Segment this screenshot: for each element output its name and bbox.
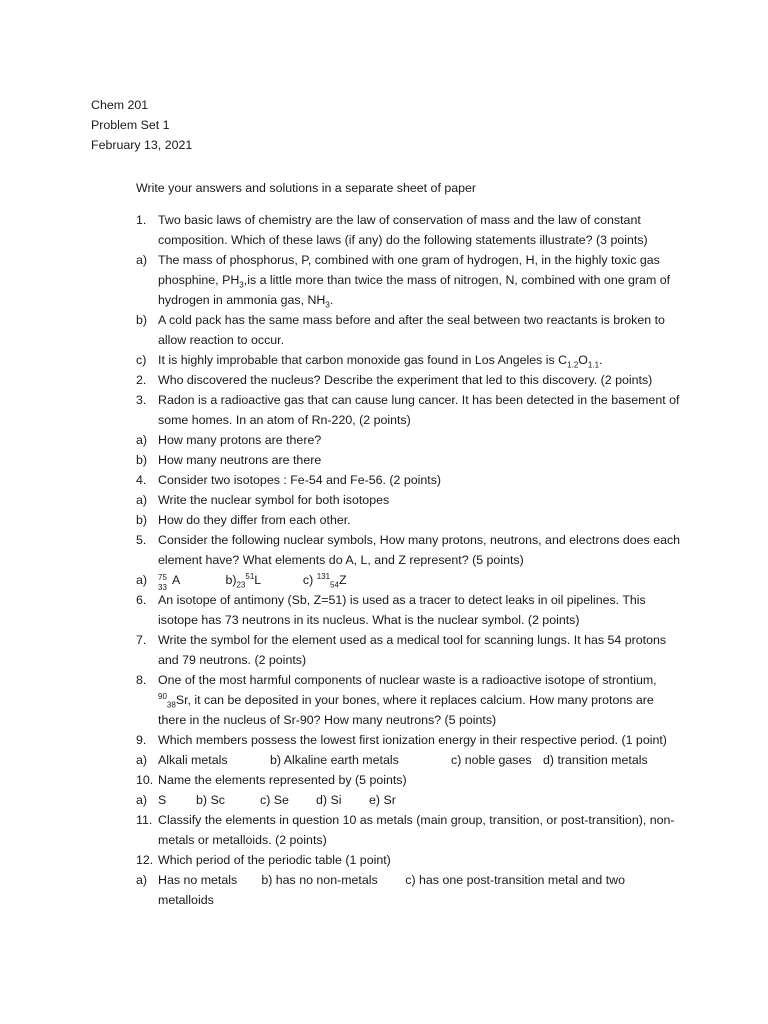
question-9-options — [136, 750, 681, 770]
question-4-part-b — [136, 510, 681, 530]
part-marker: a) — [136, 753, 148, 767]
question-number: 7. — [136, 633, 147, 647]
instructions: Write your answers and solutions in a separate sheet of paper — [136, 181, 477, 195]
question-10 — [136, 770, 681, 790]
question-number: 11. — [136, 813, 153, 827]
question-text: Which period of the periodic table (1 point) — [158, 853, 391, 867]
option-a: Alkali metals — [158, 753, 228, 767]
option-c: c) Se — [260, 793, 289, 807]
question-9 — [136, 730, 681, 750]
question-12-options — [136, 870, 681, 910]
part-text: A cold pack has the same mass before and after the seal between two reactants is broken to allow reaction to occur. — [158, 313, 665, 347]
question-text: Radon is a radioactive gas that can cause lung cancer. It has been detected in the basement of some homes. In an atom of Rn-220, (2 points) — [158, 393, 680, 427]
option-d: d) Si — [316, 793, 342, 807]
question-text: One of the most harmful components of nuclear waste is a radioactive isotope of strontium, $^{90}_{38}$Sr, it can be deposited in your bones, where it replaces calcium. How many protons are there in the nucleus of Sr-90? How many neutrons? (5 points) — [158, 673, 657, 727]
question-3-part-a — [136, 430, 681, 450]
part-marker: c) — [136, 353, 147, 367]
nuclear-symbols — [158, 570, 681, 590]
part-marker: a) — [136, 873, 148, 887]
question-11 — [136, 810, 681, 850]
question-number: 1. — [136, 213, 147, 227]
part-marker: b) — [136, 513, 148, 527]
question-list — [136, 210, 681, 910]
question-text: Name the elements represented by (5 points) — [158, 773, 407, 787]
part-text: How many protons are there? — [158, 433, 322, 447]
question-number: 2. — [136, 373, 147, 387]
question-4 — [136, 470, 681, 490]
question-5 — [136, 530, 681, 570]
question-text: Who discovered the nucleus? Describe the experiment that led to this discovery. (2 points) — [158, 373, 653, 387]
part-text: The mass of phosphorus, P, combined with one gram of hydrogen, H, in the highly toxic gas phosphine, $PH_3,is$ a little more than twice the mass of nitrogen, N, combined with one gram of hydrogen in ammonia gas, $NH_3$. — [158, 253, 671, 310]
part-text: How many neutrons are there — [158, 453, 322, 467]
question-number: 9. — [136, 733, 147, 747]
question-2 — [136, 370, 681, 390]
question-text: Which members possess the lowest first ionization energy in their respective period. (1 point) — [158, 733, 667, 747]
part-text: How do they differ from each other. — [158, 513, 351, 527]
question-number: 8. — [136, 673, 147, 687]
option-b: b) has no non-metals — [261, 873, 378, 887]
option-d: d) transition metals — [543, 753, 648, 767]
part-marker: b) — [136, 453, 148, 467]
option-a: S — [158, 793, 167, 807]
document-date: February 13, 2021 — [91, 138, 193, 152]
part-marker: a) — [136, 573, 148, 587]
nuclear-symbol-b: $b)_{23}^{51}L$ — [225, 571, 262, 590]
question-text: Write the symbol for the element used as a medical tool for scanning lungs. It has 54 protons and 79 neutrons. (2 points) — [158, 633, 667, 667]
part-marker: a) — [136, 433, 148, 447]
question-5-options — [136, 570, 681, 590]
question-text: Consider two isotopes : Fe-54 and Fe-56. (2 points) — [158, 473, 442, 487]
option-e: e) Sr — [369, 793, 396, 807]
nuclear-symbol-a: 75 33 A — [158, 573, 181, 592]
part-marker: a) — [136, 493, 148, 507]
question-3 — [136, 390, 681, 430]
question-text: An isotope of antimony (Sb, Z=51) is used as a tracer to detect leaks in oil pipelines. This isotope has 73 neutrons in its nucleus. What is the nuclear symbol. (2 points) — [158, 593, 646, 627]
part-text: It is highly improbable that carbon monoxide gas found in Los Angeles is $C_{1.2}O_{1.1}$. — [158, 353, 603, 370]
question-1-part-c — [136, 350, 681, 370]
document-header — [91, 95, 192, 155]
course-title: Chem 201 — [91, 98, 149, 112]
question-number: 3. — [136, 393, 147, 407]
part-marker: a) — [136, 793, 148, 807]
question-text: Consider the following nuclear symbols, How many protons, neutrons, and electrons does each element have? What elements do A, L, and Z represent? (5 points) — [158, 533, 681, 567]
question-text: Classify the elements in question 10 as metals (main group, transition, or post-transition), non-metals or metalloids. (2 points) — [158, 813, 675, 847]
question-3-part-b — [136, 450, 681, 470]
nuclear-symbol-c: c) $^{131}_{54}$Z — [302, 571, 347, 590]
problem-set-title: Problem Set 1 — [91, 118, 170, 132]
question-number: 12. — [136, 853, 154, 867]
part-marker: a) — [136, 253, 148, 267]
question-6 — [136, 590, 681, 630]
question-10-options — [136, 790, 681, 810]
question-4-part-a — [136, 490, 681, 510]
question-8 — [136, 670, 681, 730]
option-c: c) has one post-transition metal and two metalloids — [158, 873, 625, 907]
question-number: 5. — [136, 533, 147, 547]
question-12 — [136, 850, 681, 870]
question-1-part-a — [136, 250, 681, 310]
option-b: b) Sc — [196, 793, 225, 807]
question-text: Two basic laws of chemistry are the law of conservation of mass and the law of constant composition. Which of these laws (if any) do the following statements illustrate? (3 points) — [158, 213, 648, 247]
question-7 — [136, 630, 681, 670]
question-number: 10. — [136, 773, 154, 787]
question-1 — [136, 210, 681, 250]
option-c: c) noble gases — [451, 753, 532, 767]
part-marker: b) — [136, 313, 148, 327]
option-a: Has no metals — [158, 873, 238, 887]
question-1-part-b — [136, 310, 681, 350]
part-text: Write the nuclear symbol for both isotopes — [158, 493, 390, 507]
question-number: 6. — [136, 593, 147, 607]
question-number: 4. — [136, 473, 147, 487]
option-b: b) Alkaline earth metals — [270, 753, 399, 767]
